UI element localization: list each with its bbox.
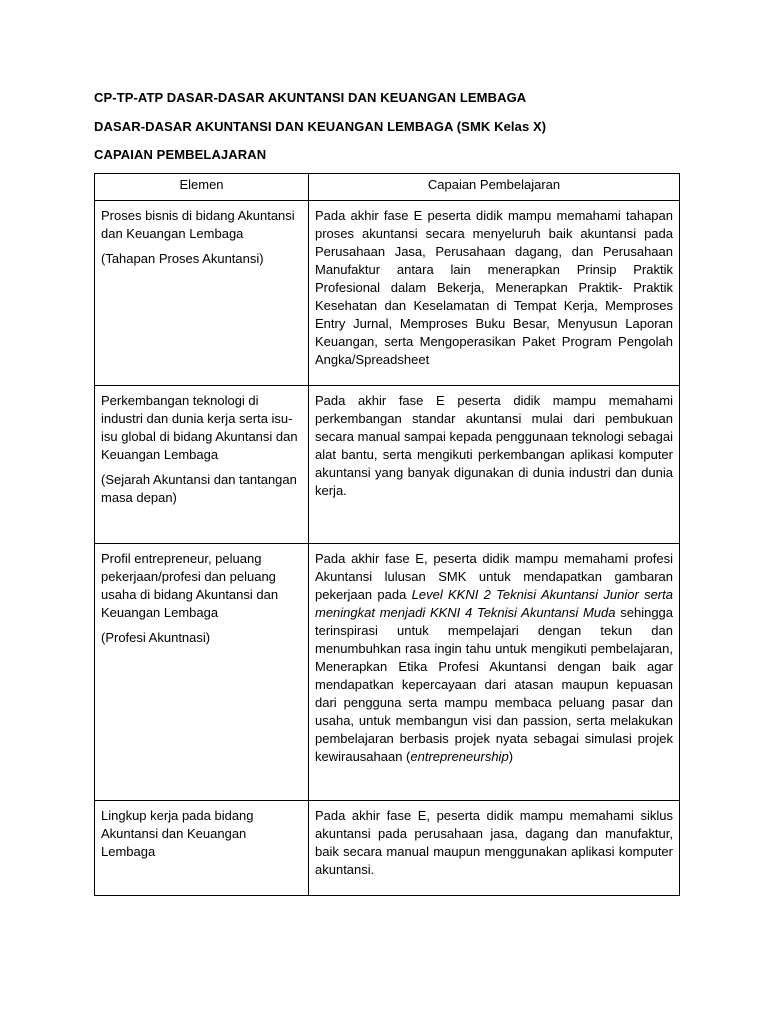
elemen-cell [95,544,309,801]
elemen-cell [95,201,309,386]
elemen-cell [95,386,309,544]
table-header-row [95,174,680,201]
capaian-italic-text: entrepreneurship [410,749,509,764]
document-subtitle: DASAR-DASAR AKUNTANSI DAN KEUANGAN LEMBAGA (SMK Kelas X) [94,119,547,134]
elemen-text: Lingkup kerja pada bidang Akuntansi dan Keuangan Lembaga [101,808,254,859]
capaian-italic-text: Level KKNI 2 Teknisi Akuntansi Junior serta meningkat menjadi KKNI 4 Teknisi Akuntansi Muda [315,587,673,620]
capaian-text: sehingga terinspirasi untuk mempelajari dengan tekun dan menumbuhkan rasa ingin tahu untuk mengikuti pembelajaran, Menerapkan Etika Profesi Akuntansi dengan baik agar mendapatkan kepercayaan dari atasan maupun kepuasan dari pengguna serta mampu membaca peluang pasar dan usaha, untuk membangun visi dan passion, serta melakukan pembelajaran berbasis projek nyata sebagai simulasi projek kewirausahaan ( [315,605,674,764]
elemen-subtext: (Sejarah Akuntansi dan tantangan masa depan) [101,472,297,505]
table-row [95,201,680,386]
capaian-cell [309,544,680,801]
table-row [95,544,680,801]
elemen-text: Profil entrepreneur, peluang pekerjaan/profesi dan peluang usaha di bidang Akuntansi dan Keuangan Lembaga [101,551,279,620]
column-header-capaian: Capaian Pembelajaran [309,174,680,201]
capaian-cell: Pada akhir fase E peserta didik mampu memahami perkembangan standar akuntansi mulai dari pembukuan secara manual sampai kepada penggunaan teknologi sebagai alat bantu, serta mengikuti perkembangan aplikasi komputer akuntansi yang banyak digunakan di dunia industri dan dunia kerja. [309,386,680,544]
capaian-text: Pada akhir fase E, peserta didik mampu memahami profesi Akuntansi lulusan SMK untuk mendapatkan gambaran pekerjaan pada [315,551,673,602]
capaian-text: ) [508,749,514,764]
elemen-text: Perkembangan teknologi di industri dan dunia kerja serta isu-isu global di bidang Akuntansi dan Keuangan Lembaga [101,393,298,462]
document-title: CP-TP-ATP DASAR-DASAR AKUNTANSI DAN KEUANGAN LEMBAGA [94,90,527,105]
elemen-text: Proses bisnis di bidang Akuntansi dan Keuangan Lembaga [101,208,295,241]
elemen-subtext: (Profesi Akuntnasi) [101,630,211,645]
capaian-pembelajaran-table [94,173,680,896]
elemen-subtext: (Tahapan Proses Akuntansi) [101,251,264,266]
table-row [95,801,680,896]
column-header-elemen: Elemen [95,174,309,201]
elemen-cell [95,801,309,896]
table-row [95,386,680,544]
capaian-cell: Pada akhir fase E, peserta didik mampu memahami siklus akuntansi pada perusahaan jasa, dagang dan manufaktur, baik secara manual maupun menggunakan aplikasi komputer akuntansi. [309,801,680,896]
section-heading: CAPAIAN PEMBELAJARAN [94,147,267,162]
capaian-cell: Pada akhir fase E peserta didik mampu memahami tahapan proses akuntansi secara menyeluruh baik akuntansi pada Perusahaan Jasa, Perusahaan dagang, dan Perusahaan Manufaktur antara lain menerapkan Prinsip Praktik Profesional dalam Bekerja, Menerapkan Praktik- Praktik Kesehatan dan Keselamatan di Tempat Kerja, Memproses Entry Jurnal, Memproses Buku Besar, Menyusun Laporan Keuangan, serta Mengoperasikan Paket Program Pengolah Angka/Spreadsheet [309,201,680,386]
